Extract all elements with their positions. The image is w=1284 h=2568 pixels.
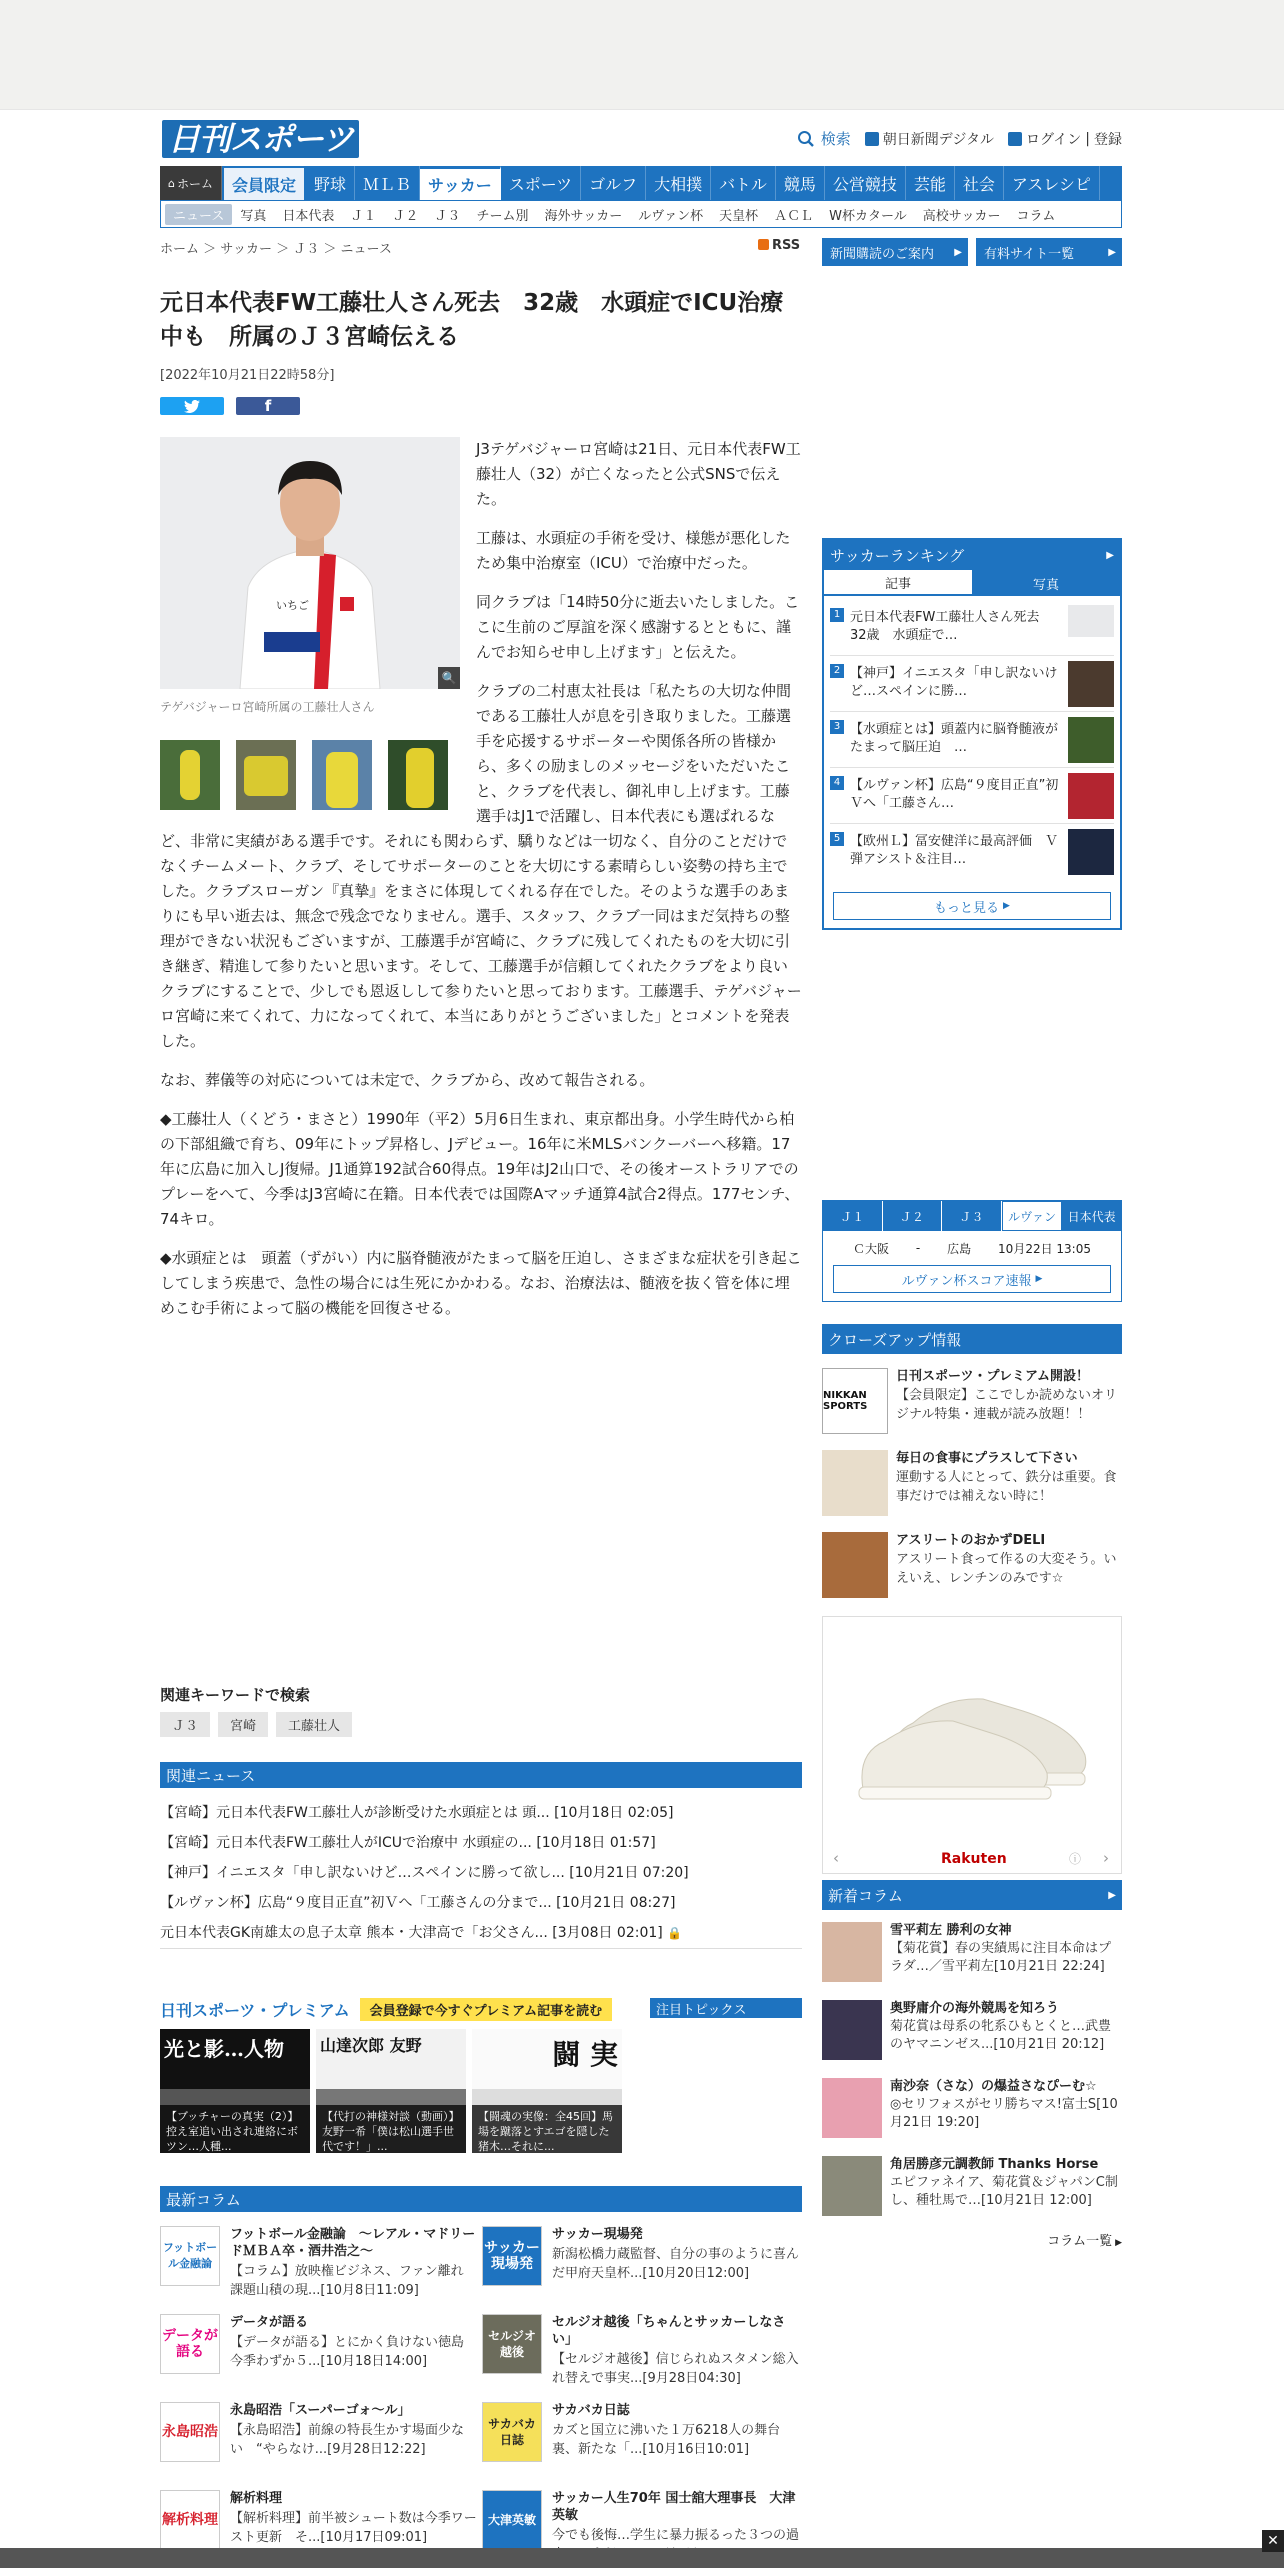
closeup-info: [822, 1324, 1122, 1600]
thumbnail-1[interactable]: [160, 740, 220, 810]
photo-thumbnails: [160, 740, 476, 810]
nav-athrecipe[interactable]: アスレシピ: [1004, 166, 1100, 200]
attention-topics: [650, 1998, 802, 2018]
site-logo[interactable]: [162, 118, 359, 160]
nav-shakai[interactable]: 社会: [955, 166, 1004, 200]
column-list-link[interactable]: コラム一覧 ▶: [1047, 2234, 1122, 2249]
premium-card-headline: 山達次郎 友野: [316, 2029, 466, 2089]
nav-koei[interactable]: 公営競技: [825, 166, 906, 200]
player-photo: [220, 437, 400, 689]
subnav-highschool[interactable]: 高校サッカー: [922, 208, 1001, 224]
subnav-j1[interactable]: Ｊ１: [350, 208, 377, 224]
column-icon: データが語る: [160, 2314, 220, 2374]
arrow-right-icon: ▶: [954, 246, 962, 258]
subnav-japan[interactable]: 日本代表: [282, 208, 335, 224]
ranking-item[interactable]: 2 【神戸】イニエスタ「申し訳ないけど…スペインに勝…: [830, 656, 1114, 712]
subnav-j2[interactable]: Ｊ２: [392, 208, 419, 224]
premium-card[interactable]: [472, 2029, 622, 2153]
column-item[interactable]: 解析料理 解析料理 【解析料理】前半被シュート数は今季ワースト更新 そ...[10月17日09:01]: [160, 2490, 480, 2564]
arrow-right-icon: ▶: [1115, 2238, 1122, 2248]
main-photo[interactable]: [160, 437, 460, 689]
header-divider: |: [1085, 130, 1090, 147]
article-paragraph: 工藤は、水頭症の手術を受け、様態が悪化したため集中治療室（ICU）で治療中だった。: [476, 529, 791, 572]
sneaker-image: [823, 1627, 1123, 1827]
facebook-share-button[interactable]: [236, 397, 300, 415]
premium-card-caption: 【ブッチャーの真実（2）】控え室追い出され連絡にボツン…人種...: [160, 2105, 310, 2153]
login-link[interactable]: [1008, 129, 1081, 149]
score-away-team: 広島: [947, 1241, 972, 1256]
zoom-icon[interactable]: 🔍: [438, 667, 460, 689]
nav-golf[interactable]: ゴルフ: [581, 166, 646, 200]
new-columns-title[interactable]: 新着コラム ▶: [822, 1880, 1122, 1910]
ad-info-icon[interactable]: ⓘ: [1068, 1852, 1081, 1866]
ranking-thumbnail: [1068, 717, 1114, 763]
newest-columns-grid: [160, 2226, 802, 2564]
score-date: 10月22日 13:05: [998, 1241, 1091, 1256]
column-icon: サカバカ日誌: [482, 2402, 542, 2462]
subnav-levain[interactable]: ルヴァン杯: [638, 208, 704, 224]
keyword-tag[interactable]: Ｊ３: [160, 1712, 210, 1737]
rss-icon: [758, 239, 769, 250]
subnav-wcup[interactable]: W杯カタール: [829, 208, 907, 224]
ranking-item[interactable]: 1 元日本代表FW工藤壮人さん死去 32歳 水頭症で…: [830, 600, 1114, 656]
ranking-thumbnail: [1068, 829, 1114, 875]
column-name: 解析料理: [230, 2491, 283, 2506]
sub-nav: [160, 200, 1122, 228]
ranking-item[interactable]: 5 【欧州Ｌ】冨安健洋に最高評価 Ｖ弾アシスト＆注目…: [830, 824, 1114, 880]
column-item[interactable]: サカバカ日誌 サカバカ日誌 カズと国立に沸いた１万6218人の舞台裏、新たな「...[10月16日10:01]: [482, 2402, 802, 2476]
ranking-title[interactable]: サッカーランキング ▶: [824, 540, 1120, 570]
column-name: サッカー人生70年 国士舘大理事長 大津英敏: [552, 2491, 796, 2523]
column-icon: 大津英敏: [482, 2490, 542, 2550]
page-container: [160, 110, 1122, 2568]
closeup-name: 毎日の食事にプラスして下さい: [896, 1451, 1078, 1466]
premium-card[interactable]: [160, 2029, 310, 2153]
columnist-photo: [822, 2000, 882, 2060]
related-news-list: [160, 1798, 802, 1949]
related-news-item[interactable]: 【ルヴァン杯】広島“９度目正直”初Ｖへ「工藤さんの分まで... [10月21日 08:27]: [160, 1895, 676, 1911]
related-news-item[interactable]: 【宮崎】元日本代表FW工藤壮人がICUで治療中 水頭症の... [10月18日 01:57]: [160, 1835, 656, 1851]
rank-number: 1: [830, 608, 844, 622]
article-date: [2022年10月21日22時58分]: [160, 368, 335, 383]
thumbnail-4[interactable]: [388, 740, 448, 810]
score-tab-j1[interactable]: Ｊ１: [823, 1201, 883, 1231]
related-news-item[interactable]: 【神戸】イニエスタ「申し訳ないけど…スペインに勝って欲し... [10月21日 07:20]: [160, 1865, 689, 1881]
score-tab-j3[interactable]: Ｊ３: [942, 1201, 1002, 1231]
asahi-label: 朝日新聞デジタル: [882, 131, 994, 148]
column-name: サカバカ日誌: [552, 2403, 630, 2418]
columnist-photo: [822, 1922, 882, 1982]
related-news-title: 関連ニュース: [160, 1762, 802, 1788]
article-paragraph: J3テゲバジャーロ宮崎は21日、元日本代表FW工藤壮人（32）が亡くなったと公式SNSで伝えた。: [476, 440, 801, 508]
bottom-bar: [0, 2548, 1284, 2568]
score-tab-japan[interactable]: 日本代表: [1062, 1201, 1121, 1231]
article-paragraph: ◆水頭症とは 頭蓋（ずがい）内に脳脊髄液がたまって脳を圧迫し、さまざまな症状を引き起こしてしまう疾患で、急性の場合には生死にかかわる。なお、治療法は、髄液を抜く管を体に埋めこむ手術によって脳の機能を回復させる。: [160, 1249, 802, 1317]
premium-cards: [160, 2029, 802, 2153]
twitter-icon: [184, 400, 200, 413]
rank-number: 3: [830, 720, 844, 734]
score-tab-levain[interactable]: ルヴァン: [1002, 1201, 1063, 1231]
closeup-desc: 運動する人にとって、鉄分は重要。食事だけでは補えない時に！: [896, 1470, 1117, 1504]
main-nav: [160, 166, 1122, 200]
column-item[interactable]: フットボール金融論 フットボール金融論 ～レアル・マドリードＭＢＡ卒・酒井浩之～ 【コラム】放映権ビジネス、ファン離れ 課題山積の現...[10月8日11:09]: [160, 2226, 480, 2300]
article-paragraph: 同クラブは「14時50分に逝去いたしました。ここに生前のご厚誼を深く感謝するとともに、謹んでお知らせ申し上げます」と伝えた。: [476, 593, 800, 661]
home-icon: ⌂: [168, 176, 175, 190]
column-name: セルジオ越後「ちゃんとサッカーしなさい」: [552, 2315, 786, 2347]
closeup-item[interactable]: [822, 1532, 1122, 1600]
closeup-desc: アスリート食って作るの大変そう。いえいえ、レンチンのみです☆: [896, 1552, 1117, 1586]
premium-title[interactable]: 日刊スポーツ・プレミアム: [160, 2001, 350, 2020]
new-column-item[interactable]: 南沙奈（さな）の爆益さなぴーむ☆ ◎セリフォスがセリ勝ちマス!富士S[10月21日 19:20]: [822, 2078, 1122, 2144]
ranking-list: [824, 596, 1120, 884]
carousel-prev-icon[interactable]: ‹: [833, 1849, 839, 1867]
premium-card-headline: 光と影…人物: [160, 2029, 310, 2089]
nav-sports[interactable]: スポーツ: [501, 166, 581, 200]
score-widget: [822, 1200, 1122, 1302]
premium-card-caption: 【代打の神様対談（動画）】友野一希「僕は松山選手世代です！」...: [316, 2105, 466, 2153]
column-item[interactable]: データが語る データが語る 【データが語る】とにかく負けない徳島 今季わずか５...[10月18日14:00]: [160, 2314, 480, 2388]
keyword-title: 関連キーワードで検索: [160, 1686, 311, 1704]
premium-card-caption: 【闘魂の実像：全45回】馬場を蹴落とすエゴを隠した猪木…それに...: [472, 2105, 622, 2153]
arrow-right-icon: ▶: [1003, 901, 1010, 911]
subnav-column[interactable]: コラム: [1016, 208, 1056, 224]
premium-card[interactable]: [316, 2029, 466, 2153]
attention-topics-title: 注目トピックス: [650, 1998, 802, 2018]
subnav-j3[interactable]: Ｊ３: [434, 208, 461, 224]
ranking-tabs: [824, 570, 1120, 596]
column-name: 永島昭浩「スーパーゴォ〜ル」: [230, 2403, 411, 2418]
nav-sumo[interactable]: 大相撲: [646, 166, 711, 200]
rank-number: 2: [830, 664, 844, 678]
top-ad-band: [0, 0, 1284, 110]
search-icon: [797, 130, 815, 148]
nav-soccer[interactable]: サッカー: [420, 166, 501, 200]
closeup-item[interactable]: [822, 1450, 1122, 1518]
new-column-item[interactable]: 奥野庸介の海外競馬を知ろう 菊花賞は母系の牝系ひもとくと…武豊のヤマニンゼス...[10月21日 20:12]: [822, 2000, 1122, 2066]
new-column-name: 角居勝彦元調教師 Thanks Horse: [890, 2157, 1099, 2172]
premium-card-headline: 闘 実: [472, 2029, 622, 2089]
breadcrumb[interactable]: ホーム ＞ サッカー ＞ Ｊ３ ＞ ニュース: [160, 242, 392, 257]
new-column-name: 雪平莉左 勝利の女神: [890, 1923, 1012, 1938]
levain-score-link[interactable]: ルヴァン杯スコア速報 ▶: [833, 1265, 1111, 1293]
register-link[interactable]: 登録: [1094, 131, 1122, 148]
subnav-news[interactable]: ニュース: [165, 204, 232, 225]
nav-member[interactable]: 会員限定: [222, 166, 306, 200]
rss-link[interactable]: RSS: [758, 238, 800, 253]
related-news-item[interactable]: 元日本代表GK南雄太の息子太章 熊本・大津高で「お父さん... [3月08日 02:01] 🔒: [160, 1918, 802, 1949]
premium-register-button[interactable]: 会員登録で今すぐプレミアム記事を読む: [360, 1998, 613, 2021]
photo-caption: テゲバジャーロ宮崎所属の工藤壮人さん: [160, 700, 375, 714]
search-link[interactable]: [797, 128, 851, 149]
column-icon: 解析料理: [160, 2490, 220, 2550]
carousel-next-icon[interactable]: ›: [1103, 1849, 1109, 1867]
subnav-emperor[interactable]: 天皇杯: [719, 208, 759, 224]
rank-number: 5: [830, 832, 844, 846]
closeup-name: アスリートのおかずDELI: [896, 1533, 1046, 1548]
ranking-tab-articles[interactable]: 記事: [824, 570, 972, 596]
header-links: [797, 128, 1122, 149]
nav-baseball[interactable]: 野球: [306, 166, 355, 200]
column-icon: サッカー現場発: [482, 2226, 542, 2286]
subnav-overseas[interactable]: 海外サッカー: [544, 208, 623, 224]
article-title: 元日本代表FW工藤壮人さん死去 32歳 水頭症でICU治療中も 所属のＪ３宮崎伝える: [160, 290, 784, 350]
close-icon[interactable]: ✕: [1262, 2530, 1284, 2552]
nav-geino[interactable]: 芸能: [906, 166, 955, 200]
arrow-right-icon: ▶: [1108, 246, 1116, 258]
columnist-photo: [822, 2078, 882, 2138]
subnav-acl[interactable]: ＡＣＬ: [774, 208, 814, 224]
asahi-link[interactable]: [865, 129, 994, 149]
new-columns: [822, 1880, 1122, 2249]
article: [160, 286, 802, 1335]
ranking-tab-photos[interactable]: 写真: [972, 570, 1120, 596]
deli-image: [822, 1532, 888, 1598]
subnav-photo[interactable]: 写真: [240, 208, 267, 224]
new-column-name: 南沙奈（さな）の爆益さなぴーむ☆: [890, 2079, 1097, 2094]
new-column-item[interactable]: 角居勝彦元調教師 Thanks Horse エピファネイア、菊花賞＆ジャパンC制し、種牡馬で…[10月21日 12:00]: [822, 2156, 1122, 2222]
score-separator: -: [915, 1241, 921, 1255]
column-icon: フットボール金融論: [160, 2226, 220, 2286]
keyword-tags: [160, 1712, 352, 1737]
subnav-teams[interactable]: チーム別: [476, 208, 529, 224]
nav-mlb[interactable]: ＭＬＢ: [355, 166, 420, 200]
ranking-thumbnail: [1068, 661, 1114, 707]
closeup-title: クローズアップ情報: [822, 1324, 1122, 1354]
column-icon: 永島昭浩: [160, 2402, 220, 2462]
thumbnail-3[interactable]: [312, 740, 372, 810]
user-icon: [1008, 132, 1022, 146]
subscribe-button[interactable]: 新聞購読のご案内 ▶: [822, 238, 968, 266]
soccer-ranking: [822, 538, 1122, 930]
closeup-item[interactable]: [822, 1368, 1122, 1436]
closeup-desc: 【会員限定】ここでしか読めないオリジナル特集・連載が読み放題！！: [896, 1388, 1118, 1422]
article-paragraph: なお、葬儀等の対応については未定で、クラブから、改めて報告される。: [160, 1071, 655, 1089]
newest-columns: [160, 2186, 802, 2564]
article-paragraph: ◆工藤壮人（くどう・まさと）1990年（平2）5月6日生まれ、東京都出身。小学生時代から柏の下部組織で育ち、09年にトップ昇格し、Jデビュー。16年に米MLSバンクーバーへ移籍。17年に広島に加入しJ復帰。J1通算192試合60得点。19年はJ2山口で、その後オーストラリアでのプレーをへて、今季はJ3宮崎に在籍。日本代表では国際Aマッチ通算4試合2得点。177センチ、74キロ。: [160, 1110, 800, 1228]
column-item[interactable]: 永島昭浩 永島昭浩「スーパーゴォ〜ル」 【永島昭浩】前線の特長生かす場面少ない “やらなけ...[9月28日12:22]: [160, 2402, 480, 2476]
twitter-share-button[interactable]: [160, 397, 224, 415]
rank-number: 4: [830, 776, 844, 790]
supplement-image: [822, 1450, 888, 1516]
lock-icon: 🔒: [667, 1926, 683, 1940]
site-logo-text: 日刊スポーツ: [162, 120, 359, 158]
column-icon: セルジオ越後: [482, 2314, 542, 2374]
ranking-thumbnail: [1068, 605, 1114, 651]
photo-area: [160, 437, 476, 807]
arrow-right-icon: ▶: [1035, 1274, 1043, 1284]
article-paragraph: クラブの二村恵太社長は「私たちの大切な仲間である工藤壮人が息を引き取りました。工藤選手を応援するサポーターや関係各所の皆様から、多くの励ましのメッセージをいただいたこと、クラブを代表し、御礼申し上げます。工藤選手はJ1で活躍し、日本代表にも選ばれるなど、非常に実績がある選手です。それにも関わらず、驕りなどは一切なく、自分のことだけでなくチームメート、クラブ、そしてサポーターのことを大切にする素晴らしい姿勢の持ち主でした。クラブスローガン『真摯』をまさに体現してくれる存在でした。そのような選手のあまりにも早い逝去は、無念で残念でなりません。選手、スタッフ、クラブ一同はまだ気持ちの整理ができない状況もございますが、工藤選手が宮崎に、クラブに残してくれたものを大切に引き継ぎ、精進して参りたいと思います。そして、工藤選手が信頼してくれたクラブをより良いクラブにすることで、少しでも恩返しして参りたいと思っております。工藤選手、テゲバジャーロ宮崎に来てくれて、力になってくれて、本当にありがとうございました」とコメントを発表した。: [160, 682, 802, 1050]
newest-columns-title: 最新コラム: [160, 2186, 802, 2212]
premium-section: [160, 1998, 802, 2153]
nav-home[interactable]: ⌂ ホーム: [160, 166, 222, 200]
paid-sites-button[interactable]: 有料サイト一覧 ▶: [976, 238, 1122, 266]
columnist-photo: [822, 2156, 882, 2216]
ranking-more-button[interactable]: もっと見る ▶: [833, 892, 1111, 920]
facebook-icon: f: [264, 397, 272, 415]
nav-keiba[interactable]: 競馬: [776, 166, 825, 200]
ranking-item[interactable]: 4 【ルヴァン杯】広島“９度目正直”初Ｖへ「工藤さん…: [830, 768, 1114, 824]
score-tabs: [823, 1201, 1121, 1231]
keyword-tag[interactable]: 工藤壮人: [276, 1712, 352, 1737]
column-name: サッカー現場発: [552, 2227, 643, 2242]
arrow-right-icon: ▶: [1106, 549, 1114, 561]
related-news: [160, 1762, 802, 1949]
svg-text:いちご: いちご: [276, 599, 309, 612]
asahi-icon: [865, 132, 879, 146]
rakuten-logo: Rakuten: [941, 1851, 1007, 1867]
nikkan-premium-logo: NIKKAN SPORTS: [822, 1368, 888, 1434]
keyword-tag[interactable]: 宮崎: [218, 1712, 268, 1737]
column-name: フットボール金融論 ～レアル・マドリードＭＢＡ卒・酒井浩之～: [230, 2227, 476, 2259]
closeup-name: 日刊スポーツ・プレミアム開設！: [896, 1369, 1090, 1384]
score-tab-j2[interactable]: Ｊ２: [883, 1201, 943, 1231]
score-home-team: Ｃ大阪: [853, 1241, 890, 1256]
login-label: ログイン: [1025, 131, 1082, 148]
ranking-thumbnail: [1068, 773, 1114, 819]
thumbnail-2[interactable]: [236, 740, 296, 810]
article-body: [160, 437, 802, 1321]
column-name: データが語る: [230, 2315, 309, 2330]
rakuten-ad[interactable]: [822, 1616, 1122, 1874]
column-item[interactable]: サッカー現場発 サッカー現場発 新潟松橋力蔵監督、自分の事のように喜んだ甲府天皇杯...[10月20日12:00]: [482, 2226, 802, 2300]
new-column-item[interactable]: 雪平莉左 勝利の女神 【菊花賞】春の実績馬に注目本命はプラダ…／雪平莉左[10月21日 22:24]: [822, 1922, 1122, 1988]
ranking-item[interactable]: 3 【水頭症とは】頭蓋内に脳脊髄液がたまって脳圧迫 …: [830, 712, 1114, 768]
new-column-name: 奥野庸介の海外競馬を知ろう: [890, 2001, 1060, 2016]
column-item[interactable]: セルジオ越後 セルジオ越後「ちゃんとサッカーしなさい」 【セルジオ越後】信じられぬスタメン総入れ替えで事実...[9月28日04:30]: [482, 2314, 802, 2388]
search-label: 検索: [820, 130, 851, 148]
related-news-item[interactable]: 【宮崎】元日本代表FW工藤壮人が診断受けた水頭症とは 頭... [10月18日 02:05]: [160, 1805, 674, 1821]
nav-battle[interactable]: バトル: [711, 166, 776, 200]
share-buttons: [160, 397, 802, 415]
arrow-right-icon: ▶: [1108, 1889, 1116, 1901]
column-item[interactable]: 大津英敏 サッカー人生70年 国士舘大理事長 大津英敏 今でも後悔…学生に暴力振るった３つの過: [482, 2490, 802, 2564]
score-row[interactable]: [823, 1231, 1121, 1265]
